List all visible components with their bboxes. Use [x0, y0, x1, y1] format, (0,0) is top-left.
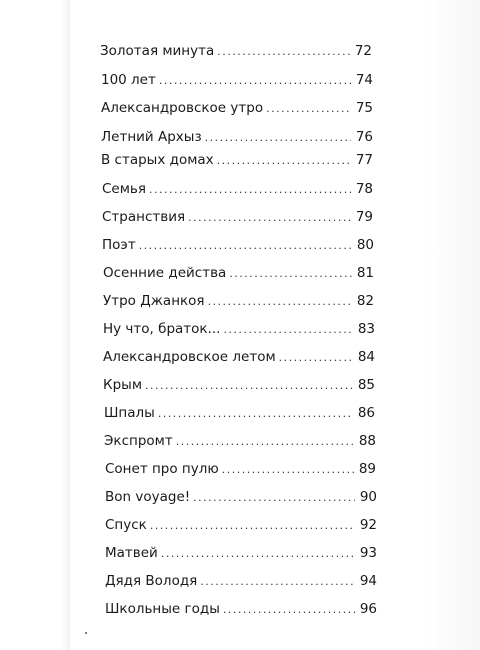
toc-entry-page: 72: [354, 43, 372, 59]
toc-entry-leader: [217, 153, 351, 169]
toc-entry-leader: [193, 490, 355, 506]
toc-entry-leader: [145, 378, 353, 394]
toc-entry-leader: [188, 210, 351, 226]
toc-entry-title: Осенние действа: [103, 265, 227, 281]
toc-entry: [105, 601, 377, 618]
toc-entry-leader: [223, 602, 355, 618]
toc-entry: [101, 100, 373, 117]
toc-entry-title: Сонет про пулю: [105, 461, 219, 477]
toc-entry-page: 75: [355, 100, 373, 116]
toc-entry: [101, 72, 373, 89]
toc-entry: [102, 237, 374, 254]
toc-entry-title: 100 лет: [101, 72, 156, 88]
toc-entry-leader: [279, 350, 353, 366]
toc-entry-title: Шпалы: [104, 405, 155, 421]
toc-entry-title: В старых домах: [101, 152, 214, 168]
toc-entry-leader: [266, 101, 351, 117]
toc-entry: [102, 209, 373, 226]
toc-entry: [103, 377, 375, 394]
toc-entry: [104, 405, 375, 422]
toc-entry: [105, 545, 377, 562]
toc-entry-page: 85: [357, 377, 375, 393]
toc-entry-page: 94: [359, 573, 377, 589]
toc-entry-title: Летний Архыз: [101, 129, 202, 145]
toc-entry: [103, 265, 374, 282]
toc-entry: [101, 129, 373, 146]
toc-entry-page: 93: [359, 545, 377, 561]
toc-entry-title: Крым: [103, 377, 142, 393]
toc-entry-page: 76: [355, 129, 373, 145]
toc-entry-leader: [149, 182, 351, 198]
toc-entry-leader: [161, 546, 355, 562]
toc-entry-title: Странствия: [102, 209, 186, 225]
toc-entry-title: Александровское летом: [103, 349, 276, 365]
toc-entry: [102, 181, 373, 198]
toc-entry: [100, 43, 372, 60]
toc-entry-page: 92: [359, 517, 377, 533]
toc-entry-leader: [208, 294, 352, 310]
toc-entry-page: 78: [355, 181, 373, 197]
toc-entry-title: Поэт: [102, 237, 136, 253]
toc-entry-title: Спуск: [105, 517, 147, 533]
toc-entry-title: Экспромт: [104, 433, 173, 449]
toc-entry-page: 80: [356, 237, 374, 253]
toc-entry-leader: [229, 266, 352, 282]
toc-entry: [105, 573, 377, 590]
toc-entry-leader: [200, 574, 355, 590]
toc-entry-leader: [223, 322, 353, 338]
toc-entry-page: 96: [359, 601, 377, 617]
toc-entry: [103, 349, 375, 366]
toc-entry: [105, 489, 377, 506]
toc-entry-page: 88: [358, 433, 376, 449]
toc-entry-leader: [217, 44, 350, 60]
toc-entry-title: Ну что, браток...: [103, 321, 221, 337]
toc-entry-page: 83: [357, 321, 375, 337]
toc-entry-title: Семья: [102, 181, 146, 197]
toc-entry-page: 77: [355, 152, 373, 168]
toc-entry: [103, 293, 374, 310]
toc-entry-page: 82: [356, 293, 374, 309]
toc-entry-leader: [176, 434, 354, 450]
toc-entry-leader: [158, 406, 353, 422]
toc-entry: [105, 461, 376, 478]
paper-speck: [85, 632, 87, 634]
toc-entry: [103, 321, 375, 338]
toc-entry: [101, 152, 373, 169]
toc-entry-title: Школьные годы: [105, 601, 220, 617]
toc-entry-leader: [222, 462, 354, 478]
toc-entry-leader: [150, 518, 355, 534]
toc-entry-title: Bon voyage!: [105, 489, 191, 505]
toc-entry-page: 74: [355, 72, 373, 88]
toc-entry-page: 84: [357, 349, 375, 365]
toc-entry-title: Дядя Володя: [105, 573, 198, 589]
toc-entry: [104, 433, 376, 450]
toc-entry-leader: [159, 73, 351, 89]
toc-entry-leader: [205, 130, 351, 146]
toc-entry-page: 90: [359, 489, 377, 505]
toc-entry-page: 79: [355, 209, 373, 225]
toc-entry-title: Александровское утро: [101, 100, 264, 116]
toc-entry-page: 86: [357, 405, 375, 421]
toc-entry-page: 81: [356, 265, 374, 281]
toc-entry-page: 89: [358, 461, 376, 477]
toc-entry-title: Утро Джанкоя: [103, 293, 205, 309]
toc-entry-title: Золотая минута: [100, 43, 215, 59]
toc-entry: [105, 517, 377, 534]
toc-entry-title: Матвей: [105, 545, 158, 561]
toc-entry-leader: [139, 238, 352, 254]
